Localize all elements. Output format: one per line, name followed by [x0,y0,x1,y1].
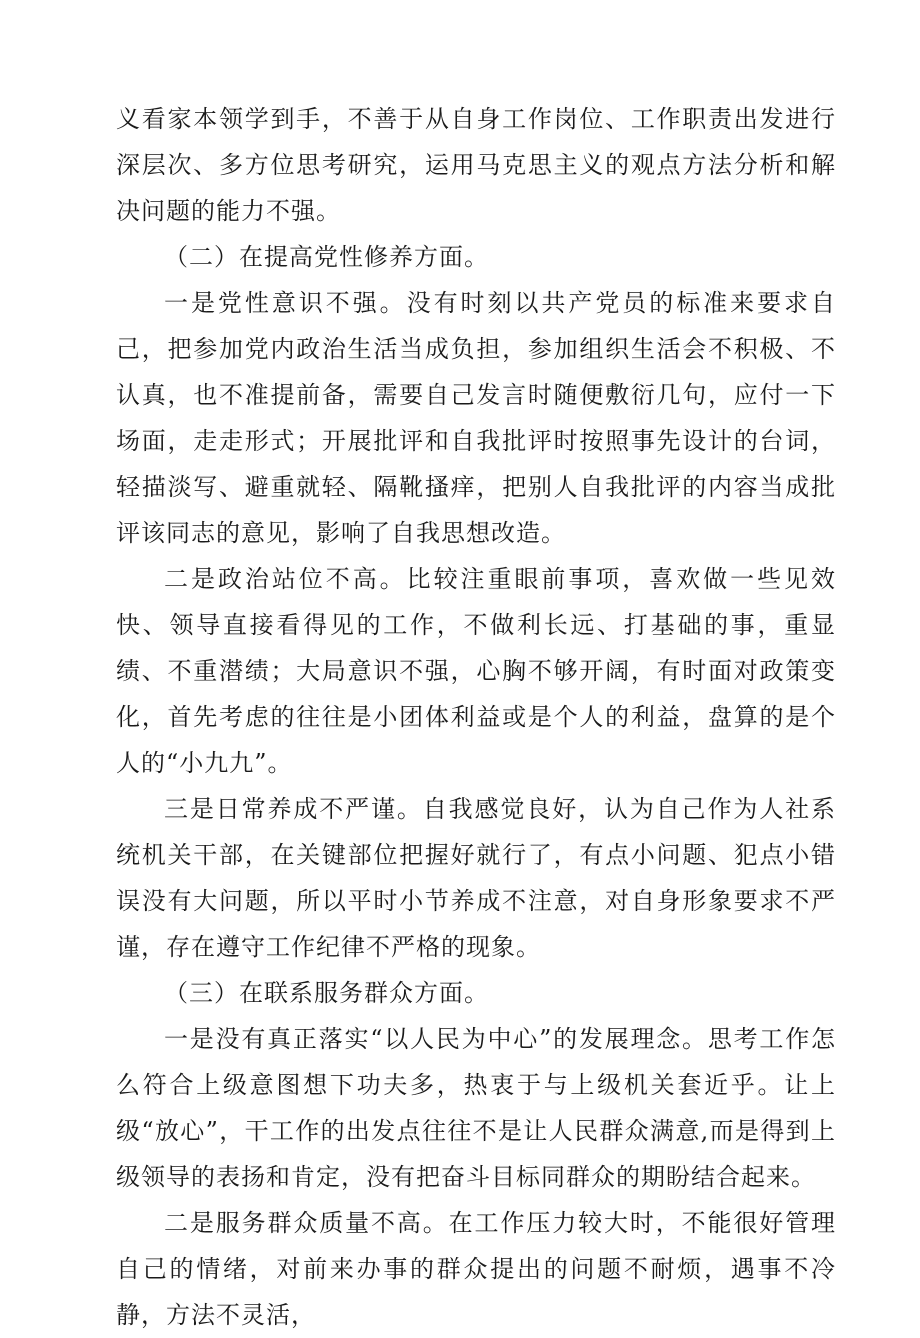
paragraph-party-awareness: 一是党性意识不强。没有时刻以共产党员的标准来要求自己，把参加党内政治生活当成负担，参加组织生活会不积极、不认真，也不准提前备，需要自己发言时随便敷衍几句，应付一下场面，走走形式；开展批评和自我批评时按照事先设计的台词，轻描淡写、避重就轻、隔靴搔痒，把别人自我批评的内容当成批评该同志的意见，影响了自我思想改造。 [116,289,836,547]
paragraph-political-stance: 二是政治站位不高。比较注重眼前事项，喜欢做一些见效快、领导直接看得见的工作，不做利长远、打基础的事，重显绩、不重潜绩；大局意识不强，心胸不够开阔，有时面对政策变化，首先考虑的往往是小团体利益或是个人的利益，盘算的是个人的“小九九”。 [116,565,836,777]
paragraph-people-centered: 一是没有真正落实“以人民为中心”的发展理念。思考工作怎么符合上级意图想下功夫多，热衷于与上级机关套近乎。让上级“放心”，干工作的出发点往往不是让人民群众满意,而是得到上级领导的表扬和肯定，没有把奋斗目标同群众的期盼结合起来。 [116,1025,836,1191]
paragraph-service-quality: 二是服务群众质量不高。在工作压力较大时，不能很好管理自己的情绪，对前来办事的群众提出的问题不耐烦，遇事不冷静，方法不灵活， [116,1209,836,1329]
paragraph-continuation: 义看家本领学到手，不善于从自身工作岗位、工作职责出发进行深层次、多方位思考研究，运用马克思主义的观点方法分析和解决问题的能力不强。 [116,105,836,225]
document-body [116,96,836,1338]
paragraph-daily-habits: 三是日常养成不严谨。自我感觉良好，认为自己作为人社系统机关干部，在关键部位把握好就行了，有点小问题、犯点小错误没有大问题，所以平时小节养成不注意，对自身形象要求不严谨，存在遵守工作纪律不严格的现象。 [116,795,836,961]
section-heading-3: （三）在联系服务群众方面。 [164,979,489,1007]
section-heading-2: （二）在提高党性修养方面。 [164,243,489,271]
